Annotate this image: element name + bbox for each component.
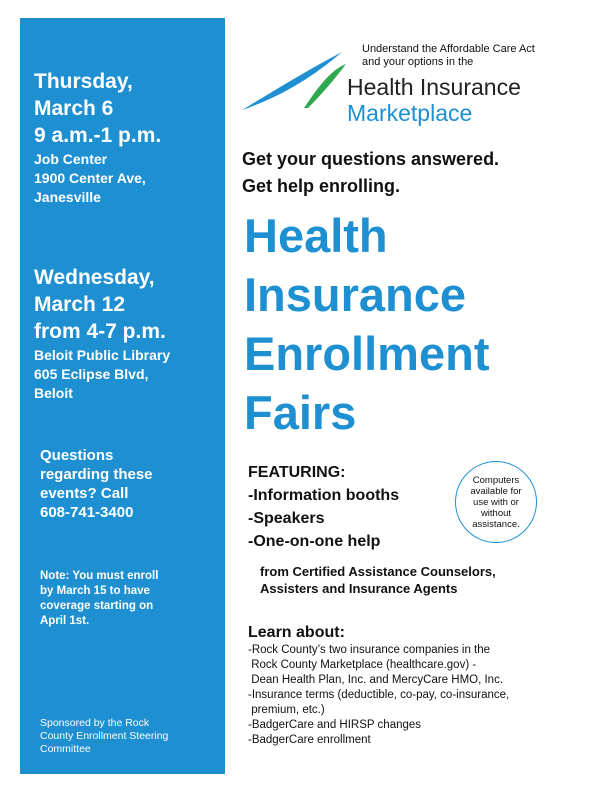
featuring-item: -One-on-one help [248,533,381,550]
learn-list [248,643,583,748]
event1-address: 1900 Center Ave, [34,170,146,186]
learn-item: Rock County Marketplace (healthcare.gov) - [248,659,477,671]
note-line: April 1st. [40,615,90,627]
event1-date: March 6 [34,97,114,120]
questions-line: events? Call [40,485,129,502]
sponsor-line: Committee [40,743,91,755]
sponsor-line: Sponsored by the Rock [40,717,150,729]
learn-title: Learn about: [248,624,345,641]
computers-badge [455,461,537,543]
event-thursday [34,68,219,207]
event2-address: 605 Eclipse Blvd, [34,366,149,382]
subheading-line: Get your questions answered. [242,149,500,169]
page-title [244,206,489,442]
learn-item: -Rock County’s two insurance companies in the [248,644,491,656]
title-line: Insurance [244,268,467,321]
phone-number: 608-741-3400 [40,504,134,521]
sponsor-line: County Enrollment Steering [40,730,169,742]
badge-line: available for [470,485,522,497]
event2-city: Beloit [34,385,73,401]
questions-line: regarding these [40,466,153,483]
learn-item: Dean Health Plan, Inc. and MercyCare HMO, Inc. [248,674,504,686]
logo-tagline [362,43,535,69]
title-line: Enrollment [244,327,490,380]
learn-about-section [248,623,583,748]
note-line: by March 15 to have [40,585,150,597]
badge-line: without [480,507,512,519]
logo-wordmark-line1: Health Insurance [347,74,521,100]
providers-line: from Certified Assistance Counselors, [260,564,496,579]
event1-time: 9 a.m.-1 p.m. [34,124,162,147]
logo-wordmark-line2: Marketplace [347,100,473,126]
learn-item: -BadgerCare enrollment [248,734,371,746]
tagline-line: Understand the Affordable Care Act [362,43,535,55]
questions-line: Questions [40,447,114,464]
badge-line: Computers [472,474,520,486]
enrollment-note [40,569,219,629]
providers-line: Assisters and Insurance Agents [260,581,458,596]
event2-time: from 4-7 p.m. [34,320,166,343]
subheading [242,146,499,200]
featuring-label: FEATURING: [248,464,346,481]
title-line: Health [244,209,388,262]
badge-line: use with or [473,496,519,508]
event-wednesday [34,264,219,403]
sponsor-credit [40,717,219,756]
event2-day: Wednesday, [34,266,155,289]
event-sidebar [20,18,225,774]
subheading-line: Get help enrolling. [242,176,401,196]
featuring-providers [260,563,496,597]
event2-venue: Beloit Public Library [34,347,171,363]
note-line: coverage starting on [40,600,154,612]
event1-day: Thursday, [34,70,133,93]
featuring-item: -Information booths [248,487,400,504]
featuring-item: -Speakers [248,510,325,527]
note-line: Note: You must enroll [40,570,159,582]
title-line: Fairs [244,386,357,439]
event2-date: March 12 [34,293,126,316]
badge-line: assistance. [472,518,520,530]
event1-city: Janesville [34,189,101,205]
featuring-section [248,461,399,553]
questions-contact [40,446,219,522]
learn-item: premium, etc.) [248,704,325,716]
learn-item: -Insurance terms (deductible, co-pay, co-insurance, [248,689,510,701]
learn-item: -BadgerCare and HIRSP changes [248,719,422,731]
event1-venue: Job Center [34,151,108,167]
tagline-line: and your options in the [362,56,474,68]
